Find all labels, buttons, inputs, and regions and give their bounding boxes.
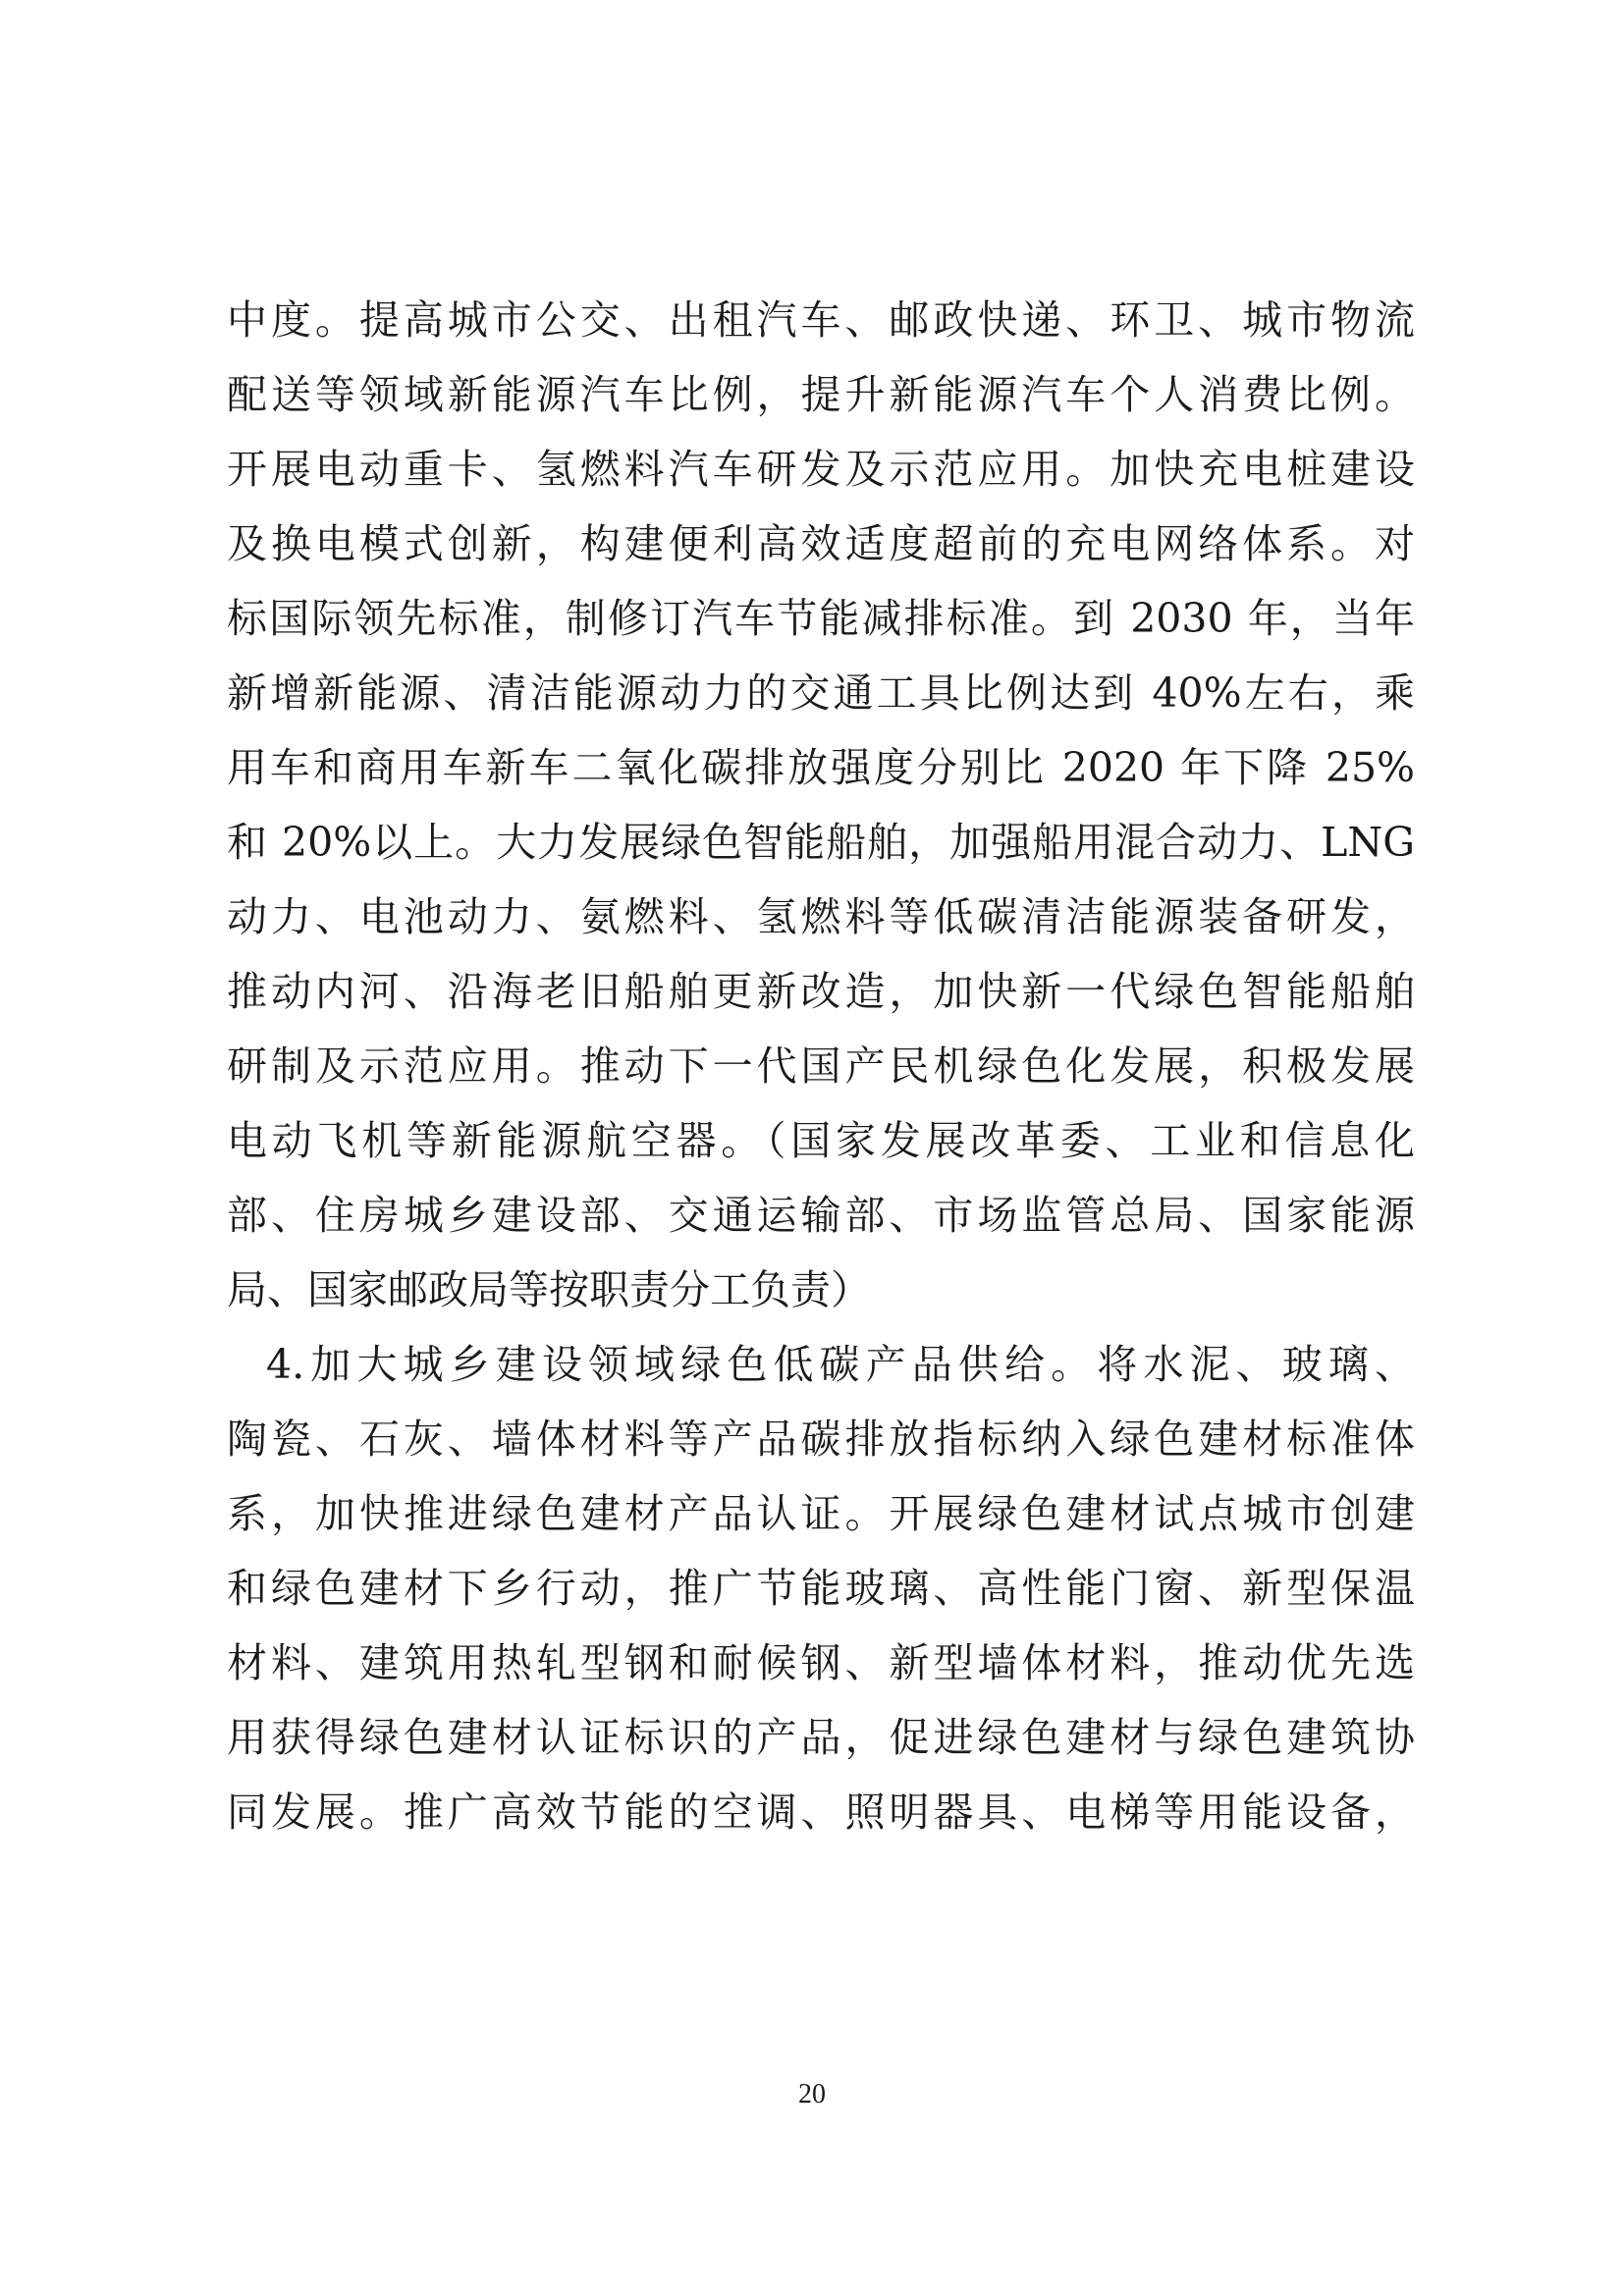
text-line: 和绿色建材下乡行动，推广节能玻璃、高性能门窗、新型保温 [227,1565,1415,1612]
text-line: 电动飞机等新能源航空器。（国家发展改革委、工业和信息化 [227,1117,1415,1164]
section-heading-line: 4.加大城乡建设领域绿色低碳产品供给。将水泥、玻璃、 [266,1341,1415,1388]
text-line: 同发展。推广高效节能的空调、照明器具、电梯等用能设备， [227,1789,1415,1836]
text-line: 陶瓷、石灰、墙体材料等产品碳排放指标纳入绿色建材标准体 [227,1415,1415,1463]
text-line: 研制及示范应用。推动下一代国产民机绿色化发展，积极发展 [227,1042,1415,1090]
paragraph-2 [227,1327,1415,1849]
text-line: 系，加快推进绿色建材产品认证。开展绿色建材试点城市创建 [227,1490,1415,1537]
text-line: 配送等领域新能源汽车比例，提升新能源汽车个人消费比例。 [227,371,1415,418]
text-line: 中度。提高城市公交、出租汽车、邮政快递、环卫、城市物流 [227,296,1415,344]
text-line: 动力、电池动力、氨燃料、氢燃料等低碳清洁能源装备研发， [227,893,1415,940]
text-line: 和 20%以上。大力发展绿色智能船舶，加强船用混合动力、LNG [227,819,1415,866]
paragraph-1 [227,283,1415,1327]
text-line: 材料、建筑用热轧型钢和耐候钢、新型墙体材料，推动优先选 [227,1639,1415,1686]
body-text [227,283,1415,1849]
text-line: 推动内河、沿海老旧船舶更新改造，加快新一代绿色智能船舶 [227,968,1415,1015]
text-line: 局、国家邮政局等按职责分工负责） [227,1266,871,1313]
text-line: 及换电模式创新，构建便利高效适度超前的充电网络体系。对 [227,520,1415,567]
text-line: 开展电动重卡、氢燃料汽车研发及示范应用。加快充电桩建设 [227,446,1415,493]
text-line: 标国际领先标准，制修订汽车节能减排标准。到 2030 年，当年 [227,595,1415,642]
text-line: 用获得绿色建材认证标识的产品，促进绿色建材与绿色建筑协 [227,1714,1415,1761]
text-line: 新增新能源、清洁能源动力的交通工具比例达到 40%左右，乘 [227,669,1415,717]
text-line: 部、住房城乡建设部、交通运输部、市场监管总局、国家能源 [227,1192,1415,1239]
page-number: 20 [798,2079,826,2109]
text-line: 用车和商用车新车二氧化碳排放强度分别比 2020 年下降 25% [227,744,1415,791]
